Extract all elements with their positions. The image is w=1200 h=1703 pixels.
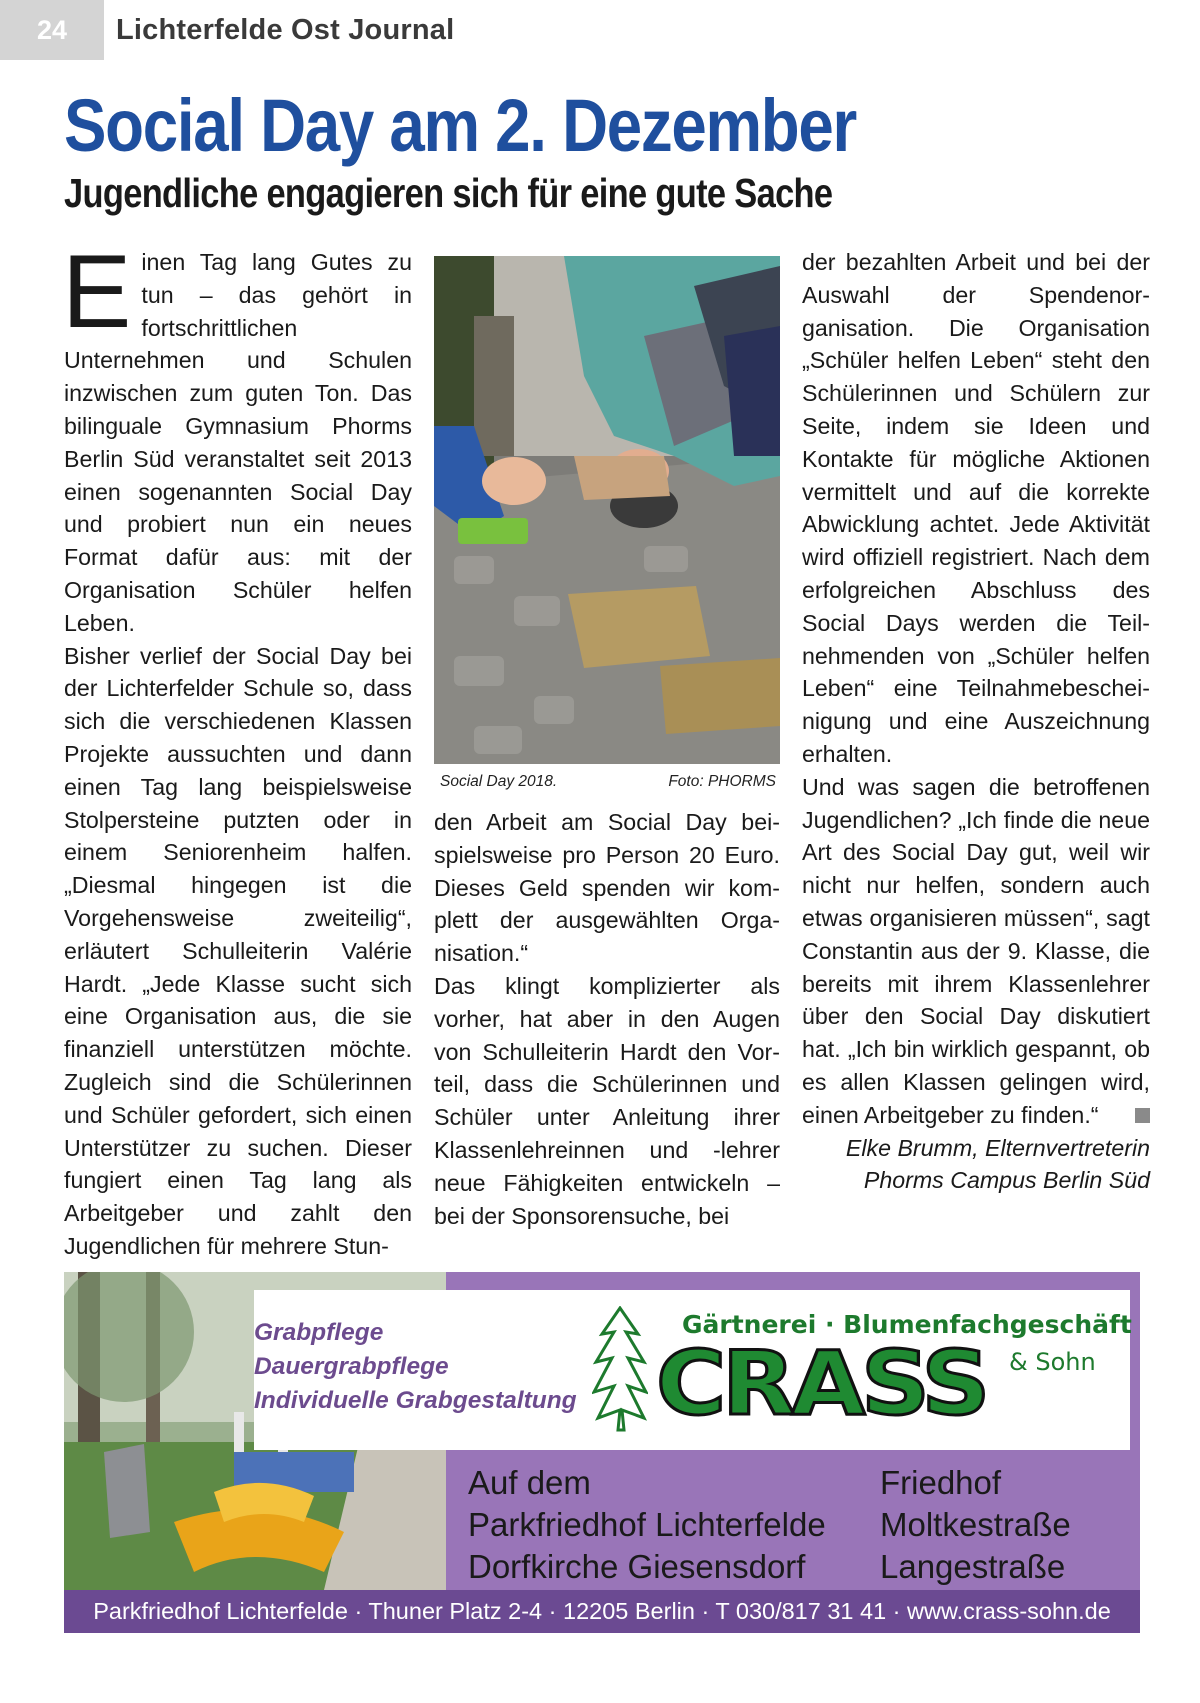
paragraph: Bisher verlief der Social Day bei der Lichterfelder Schule so, dass sich die verschiedenen Klassen Projekte aussuchten und dann einen Tag lang beispielsweise Stolpersteine putzten oder in einem Seniorenheim halfen. „Diesmal hingegen ist die Vorgehensweise zweiteilig“, erläutert Schulleiterin Valérie Hardt. „Jede Klasse sucht sich eine Organisation aus, die sie finanziell unterstützen möchte. Zugleich sind die Schülerinnen und Schüler gefordert, sich einen Unterstützer zu suchen. Dieser fungiert einen Tag lang als Arbeitgeber und zahlt den Jugendlichen für mehrere Stun-: [64, 642, 412, 1259]
lead-text: inen Tag lang Gutes zu tun – das gehört in fortschrittlichen Unternehmen und Schulen inzwischen zum guten Ton. Das bilinguale Gymnasium Phorms Berlin Süd veranstaltet seit 2013 einen sogenannten Social Day und probiert nun ein neues Format dafür aus: mit der Organisation Schüler helfen Leben.: [64, 249, 412, 636]
paragraph: den Arbeit am Social Day beispielsweise pro Person 20 Euro. Dieses Geld spenden wir komplett der ausgewählten Organisation.“: [434, 809, 780, 967]
photo-caption: Social Day 2018.: [440, 773, 558, 790]
brand-name: CRASS: [656, 1338, 986, 1424]
article-column-1: [62, 234, 412, 1263]
service-item: Grabpflege: [254, 1319, 384, 1346]
business-line: Gärtnerei · Blumenfachgeschäft: [682, 1310, 1132, 1339]
page-number: 24: [0, 0, 104, 60]
location-line: Langestraße: [880, 1548, 1066, 1585]
closing-quote-text: Und was sagen die betroffenen Jugendlichen? „Ich finde die neue Art des Social Day gut, weil wir nicht nur helfen, sondern auch etwas organisieren müssen“, sagt Constantin aus der 9. Klasse, die bereits mit ihrem Klassenlehrer über den Social Day diskutiert hat. „Ich bin wirklich gespannt, ob es allen Klassen gelingen wird, einen Arbeitgeber zu finden.“: [802, 773, 1150, 1128]
location-line: Moltkestraße: [880, 1506, 1071, 1543]
ad-services-list: [254, 1316, 577, 1418]
journal-title: Lichterfelde Ost Journal: [116, 14, 455, 46]
article-title: Social Day am 2. Dezember: [64, 84, 856, 167]
paragraph: Das klingt komplizierter als vorher, hat aber in den Augen von Schulleiterin Hardt den Vorteil, dass die Schülerinnen und Schüler unter Anleitung ihrer Klassenlehreinnen und -lehrer neue Fähigkeiten entwickeln – bei der Sponsorensuche, bei: [434, 972, 780, 1229]
location-line: Parkfriedhof Lichterfelde: [468, 1506, 826, 1543]
lead-paragraph: [62, 234, 412, 640]
location-line: Auf dem: [468, 1464, 591, 1501]
paragraph: [802, 771, 1150, 1132]
photo-caption-bar: [434, 764, 780, 794]
author-affiliation: Phorms Campus Berlin Süd: [863, 1167, 1150, 1194]
crass-logo: [656, 1338, 1006, 1424]
ad-contact-footer: Parkfriedhof Lichterfelde · Thuner Platz 2-4 · 12205 Berlin · T 030/817 31 41 · www.crass-sohn.de: [64, 1590, 1140, 1633]
advertisement: [64, 1272, 1140, 1633]
location-line: Dorfkirche Giesensdorf: [468, 1548, 806, 1585]
locations-right: [880, 1462, 1071, 1588]
brand-suffix: & Sohn: [1009, 1348, 1096, 1376]
article-column-3: [802, 246, 1150, 1197]
photo-credit: Foto: PHORMS: [668, 773, 776, 790]
article-subtitle: Jugendliche engagieren sich für eine gute Sache: [64, 170, 833, 216]
fir-tree-icon: [592, 1306, 648, 1432]
service-item: Dauergrabpflege: [254, 1353, 449, 1380]
photo-illustration: [434, 256, 780, 764]
locations-left: [468, 1462, 826, 1588]
article-column-2: [434, 806, 780, 1232]
author-name: Elke Brumm, Elternvertreterin: [845, 1134, 1150, 1161]
drop-cap: E: [62, 234, 132, 350]
article-photo: [434, 256, 780, 764]
paragraph: der bezahlten Arbeit und bei der Auswahl der Spendenorganisation. Die Organisation „Schüler helfen Leben“ steht den Schülerinnen und Schülern zur Seite, indem sie Ideen und Kontakte für mögliche Aktionen vermittelt und auf die korrekte Abwicklung achtet. Jede Aktivität wird offiziell registriert. Nach dem erfolgreichen Abschluss des Social Days werden die Teilnehmenden von „Schüler helfen Leben“ eine Teilnahmebescheinigung und eine Auszeichnung erhalten.: [802, 249, 1150, 767]
service-item: Individuelle Grabgestaltung: [254, 1387, 577, 1414]
location-line: Friedhof: [880, 1464, 1002, 1501]
end-mark-icon: [1135, 1108, 1150, 1123]
